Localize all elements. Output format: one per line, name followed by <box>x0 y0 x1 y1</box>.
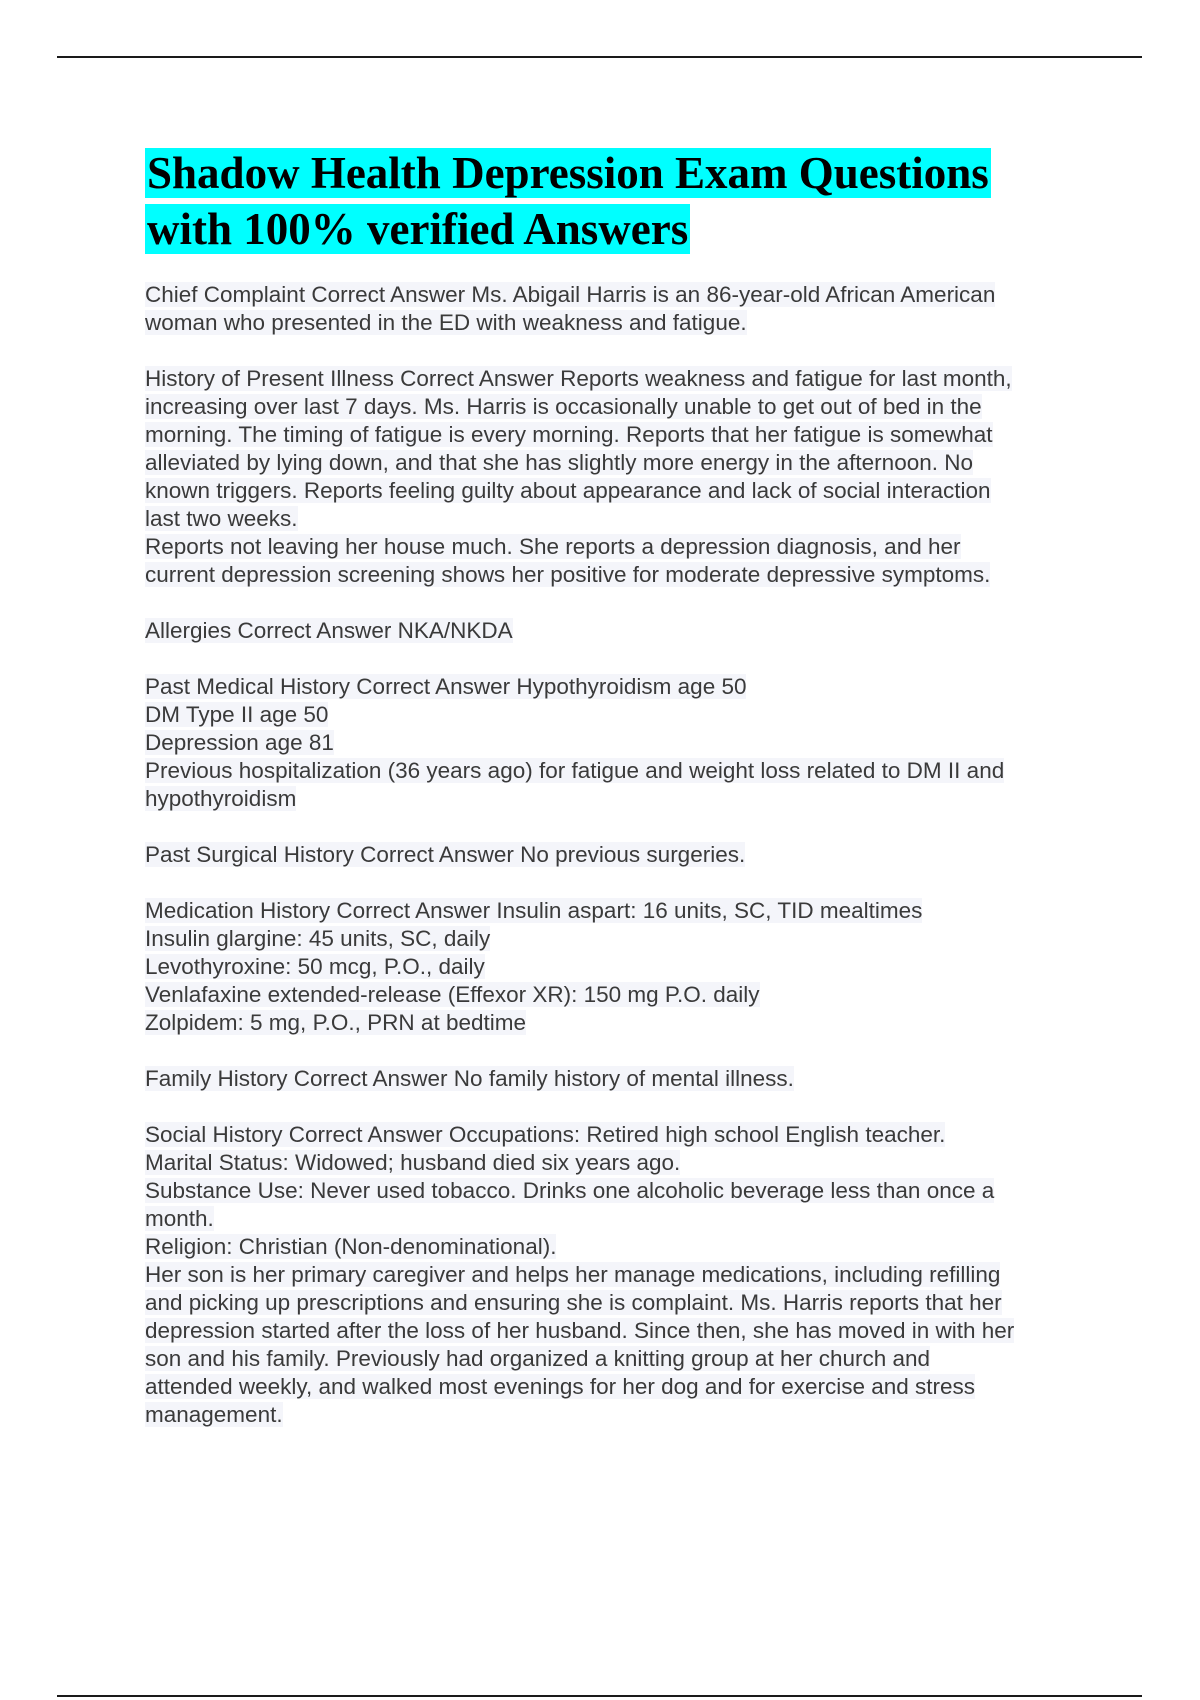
text-line <box>145 757 1090 785</box>
text-line-content: morning. The timing of fatigue is every morning. Reports that her fatigue is somewhat <box>145 422 993 447</box>
text-line-content: Insulin glargine: 45 units, SC, daily <box>145 926 491 951</box>
qa-section <box>145 1121 1090 1429</box>
text-line <box>145 673 1090 701</box>
text-line-content: Chief Complaint Correct Answer Ms. Abigail Harris is an 86-year-old African American <box>145 282 996 307</box>
text-line-content: Religion: Christian (Non-denominational). <box>145 1234 557 1259</box>
text-line-content: month. <box>145 1206 214 1231</box>
text-line <box>145 1233 1090 1261</box>
text-line-content: Levothyroxine: 50 mcg, P.O., daily <box>145 954 485 979</box>
qa-section-list <box>145 281 1090 1429</box>
text-line <box>145 841 1090 869</box>
text-line <box>145 701 1090 729</box>
text-line-content: alleviated by lying down, and that she has slightly more energy in the afternoon. No <box>145 450 973 475</box>
text-line-content: current depression screening shows her positive for moderate depressive symptoms. <box>145 562 991 587</box>
text-line <box>145 1261 1090 1289</box>
text-line-content: hypothyroidism <box>145 786 297 811</box>
text-line <box>145 1317 1090 1345</box>
text-line-content: attended weekly, and walked most evenings for her dog and for exercise and stress <box>145 1374 976 1399</box>
text-line <box>145 925 1090 953</box>
text-line-content: Past Medical History Correct Answer Hypothyroidism age 50 <box>145 674 747 699</box>
qa-section <box>145 673 1090 813</box>
text-line-content: Marital Status: Widowed; husband died six years ago. <box>145 1150 681 1175</box>
text-line <box>145 365 1090 393</box>
text-line-content: Family History Correct Answer No family history of mental illness. <box>145 1066 794 1091</box>
text-line <box>145 897 1090 925</box>
text-line <box>145 449 1090 477</box>
text-line <box>145 617 1090 645</box>
text-line <box>145 421 1090 449</box>
text-line-content: Depression age 81 <box>145 730 334 755</box>
text-line-content: Social History Correct Answer Occupations: Retired high school English teacher. <box>145 1122 946 1147</box>
qa-section <box>145 281 1090 337</box>
text-line <box>145 561 1090 589</box>
text-line <box>145 393 1090 421</box>
title-line: with 100% verified Answers <box>147 204 689 254</box>
text-line-content: Past Surgical History Correct Answer No previous surgeries. <box>145 842 746 867</box>
text-line <box>145 281 1090 309</box>
text-line-content: Her son is her primary caregiver and helps her manage medications, including refilling <box>145 1262 1001 1287</box>
text-line <box>145 1177 1090 1205</box>
text-line-content: son and his family. Previously had organized a knitting group at her church and <box>145 1346 931 1371</box>
text-line-content: Venlafaxine extended-release (Effexor XR): 150 mg P.O. daily <box>145 982 760 1007</box>
text-line <box>145 477 1090 505</box>
text-line <box>145 505 1090 533</box>
text-line <box>145 309 1090 337</box>
text-line <box>145 1289 1090 1317</box>
text-line-content: woman who presented in the ED with weakness and fatigue. <box>145 310 747 335</box>
text-line <box>145 1401 1090 1429</box>
qa-section <box>145 1065 1090 1093</box>
text-line-content: Allergies Correct Answer NKA/NKDA <box>145 618 513 643</box>
qa-section <box>145 617 1090 645</box>
text-line-content: last two weeks. <box>145 506 298 531</box>
document-body <box>145 145 1090 1457</box>
text-line <box>145 785 1090 813</box>
text-line <box>145 1373 1090 1401</box>
header-rule <box>57 56 1142 58</box>
text-line-content: DM Type II age 50 <box>145 702 329 727</box>
text-line <box>145 1149 1090 1177</box>
footer-rule <box>57 1695 1142 1697</box>
qa-section <box>145 897 1090 1037</box>
text-line-content: and picking up prescriptions and ensuring she is complaint. Ms. Harris reports that her <box>145 1290 1002 1315</box>
qa-section <box>145 841 1090 869</box>
text-line-content: History of Present Illness Correct Answer Reports weakness and fatigue for last month, <box>145 366 1012 391</box>
document-title <box>145 145 1090 257</box>
text-line-content: increasing over last 7 days. Ms. Harris is occasionally unable to get out of bed in the <box>145 394 982 419</box>
text-line-content: Previous hospitalization (36 years ago) for fatigue and weight loss related to DM II and <box>145 758 1005 783</box>
text-line <box>145 1065 1090 1093</box>
text-line-content: Medication History Correct Answer Insulin aspart: 16 units, SC, TID mealtimes <box>145 898 923 923</box>
text-line-content: management. <box>145 1402 283 1427</box>
text-line <box>145 1009 1090 1037</box>
text-line-content: known triggers. Reports feeling guilty about appearance and lack of social interaction <box>145 478 991 503</box>
text-line <box>145 533 1090 561</box>
text-line <box>145 729 1090 757</box>
qa-section <box>145 365 1090 589</box>
text-line-content: Reports not leaving her house much. She reports a depression diagnosis, and her <box>145 534 961 559</box>
text-line-content: Zolpidem: 5 mg, P.O., PRN at bedtime <box>145 1010 526 1035</box>
text-line <box>145 1205 1090 1233</box>
text-line <box>145 981 1090 1009</box>
title-line: Shadow Health Depression Exam Questions <box>147 148 989 198</box>
text-line-content: depression started after the loss of her husband. Since then, she has moved in with her <box>145 1318 1015 1343</box>
text-line <box>145 1121 1090 1149</box>
text-line <box>145 1345 1090 1373</box>
text-line-content: Substance Use: Never used tobacco. Drinks one alcoholic beverage less than once a <box>145 1178 995 1203</box>
text-line <box>145 953 1090 981</box>
